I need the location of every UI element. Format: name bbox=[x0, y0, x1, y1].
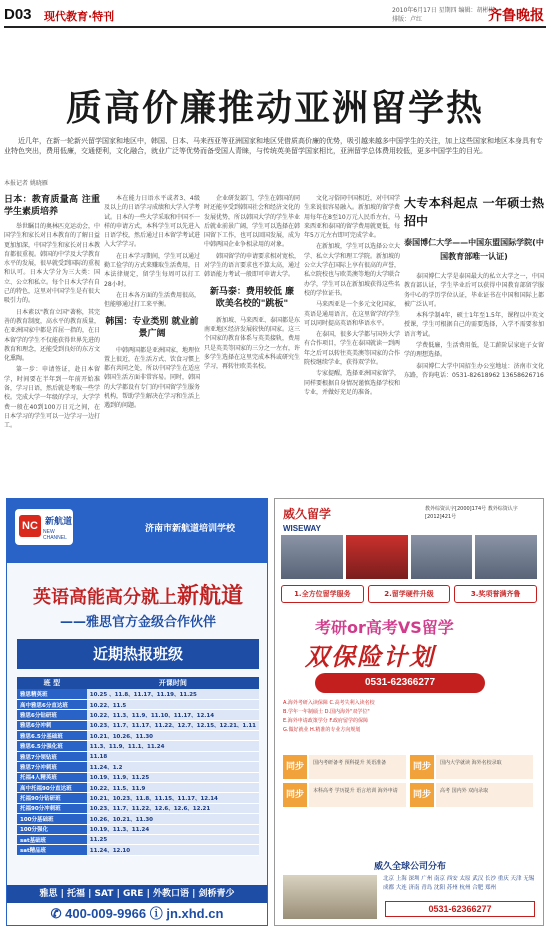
office-photo bbox=[281, 535, 343, 579]
paragraph: 学费低廉，生活费用低，是工薪阶层家庭子女留学的理想选择。 bbox=[404, 342, 544, 359]
plan-title: 双保险计划 bbox=[305, 643, 435, 671]
issue-meta: 2010年6月17日 星期四 编辑：胡彬彬 排版：卢红 bbox=[392, 7, 495, 23]
hotline: 0531-62366277 bbox=[315, 673, 485, 693]
class-dates: 11.24、1.2 bbox=[87, 762, 259, 772]
grid-row bbox=[283, 783, 537, 807]
paragraph: 泰国博仁大学是泰国最大的私立大学之一，中国教育部认证，学生毕业后可以获得中国教育部留学服务中心的学历学位认证，毕业证书在中国和国际上都被广泛认可。 bbox=[404, 273, 544, 308]
table-row bbox=[17, 803, 259, 813]
branch-title: 威久全球公司分布 bbox=[373, 862, 446, 872]
class-dates: 10.26、10.21、11.30 bbox=[87, 814, 259, 824]
class-dates: 11.25 bbox=[87, 834, 259, 844]
paragraph: 企业研发部门，学生在韩国的同时还能享受到韩国社会和经济文化的发展优势，所以韩国大学的学生毕业后就业前景广阔，学生可以选择在韩国留下工作，也可以回国发展，成为中韩两国企业争相录用的对象。 bbox=[204, 195, 301, 249]
class-name: 100分强化 bbox=[17, 824, 87, 834]
web-icon: ⓘ bbox=[149, 906, 167, 921]
paragraph: 中韩两国都是亚洲国家，地理位置上很近，在生活方式、饮食习惯上都有共同之处，所以中国学生在适应韩国生活方面非常容易。同时，韩国的大学都设有专门的中国留学生服务机构，帮助学生解决在学习和生活上遇到的问题。 bbox=[104, 346, 201, 410]
class-schedule-table bbox=[17, 677, 259, 856]
paragraph: 在日本各方面的生活费用很高，但能够通过打工来平衡。 bbox=[104, 291, 201, 309]
paragraph: 文化习俗同中国相近，对中国学生来说很容易融入。新加坡的留学费用每年在8至10万元人民币左右，马来西亚和泰国的留学费用就更低，每年5万元左右即可完成学业。 bbox=[304, 195, 401, 240]
brand-name-en: NEW CHANNEL bbox=[43, 529, 67, 541]
service-steps bbox=[281, 585, 537, 603]
subject-list: 雅思 | 托福 | SAT | GRE | 外教口语 | 剑桥青少 bbox=[7, 885, 267, 903]
class-dates: 10.22、11.5、11.9 bbox=[87, 783, 259, 793]
list-item: B.学年一年制硕士 D.国内海外"双学位" bbox=[283, 709, 370, 715]
table-row bbox=[17, 762, 259, 772]
table-row bbox=[17, 783, 259, 793]
slogan-text: 英语高能高分就上 bbox=[32, 587, 177, 608]
phone-icon: ✆ bbox=[50, 906, 66, 921]
class-name: 托福4人精英班 bbox=[17, 772, 87, 782]
step-3: 3.奖项誉满齐鲁 bbox=[454, 585, 537, 603]
table-header-row bbox=[17, 677, 259, 689]
paragraph: 在新加坡，学生可以选择公立大学、私立大学和理工学院。新加坡的公立大学在国际上享有很高的声誉，私立院校也与欧美澳等地的大学联合办学，学生可以在新加坡获得这些名校的学位证书。 bbox=[304, 243, 401, 297]
table-row bbox=[17, 845, 259, 855]
sync-tag: 同步 bbox=[283, 783, 307, 807]
sync-tag: 同步 bbox=[283, 755, 307, 779]
paragraph: 本科学制4年，硕士1年至1.5年，课程以中英文授课，学生可根据自己的需要选择，入学不需要参加语言考试。 bbox=[404, 312, 544, 338]
paragraph: 在日本学习期间，学生可以通过勤工俭学的方式来赚取生活费用，日本法律规定，留学生每周可以打工28小时。 bbox=[104, 252, 201, 288]
office-photo bbox=[411, 535, 473, 579]
advert-new-channel bbox=[6, 498, 268, 926]
table-row bbox=[17, 720, 259, 730]
paragraph: 马来西亚是一个多元文化国家，英语是通用语言，在这里留学的学生可以同时提高英语和华语水平。 bbox=[304, 301, 401, 327]
paragraph: 举世瞩目的奥林匹克运动会，中国学生和家长对日本教育的了解日益更加加深，中国学生和家长对日本教育都很重视。韩国的中学及大学教育水平的发展，很早就受到国际的重视和认可。日本大学分为三大类：国立、公立和私立。每个日本大学有自己的特色，这里对中国学生是有很大吸引力的。 bbox=[4, 223, 101, 305]
class-dates: 11.3、11.9、11.1、11.24 bbox=[87, 741, 259, 751]
table-row bbox=[17, 689, 259, 699]
grid-row bbox=[283, 755, 537, 779]
paragraph: 专家提醒，选择亚洲国家留学，同样要根据自身情况谨慎选择学校和专业，并做好充足的准备。 bbox=[304, 370, 401, 396]
brand-name-en: WISEWAY bbox=[283, 524, 321, 533]
class-dates: 10.25 、11.8、11.17、11.19、11.25 bbox=[87, 689, 259, 699]
table-row bbox=[17, 741, 259, 751]
table-row bbox=[17, 751, 259, 761]
slogan-partner: ——雅思官方金级合作伙伴 bbox=[59, 615, 216, 630]
masthead bbox=[4, 4, 546, 28]
list-item: A.海外考研入读保障 C.高考失利入读名校 bbox=[283, 700, 375, 706]
grid-box: 国内大学就读 海外名校录取 bbox=[436, 755, 533, 779]
license-info: 教外综资认字[2000]174号 教外综资认字[2012]421号 bbox=[425, 506, 518, 520]
class-dates: 10.22、11.5 bbox=[87, 699, 259, 709]
school-name: 济南市新航道培训学校 bbox=[145, 524, 236, 534]
sync-tag: 同步 bbox=[410, 755, 434, 779]
brand-name: 新航道 bbox=[45, 517, 73, 527]
paragraph: 本在能力日语水平或者3、4级及以上的日语学习成绩和大学入学考试。日本的一些大学采取和中国不一样的申请方式，本科学生可以先进入日语学校，然后通过日本留学考试进入大学学习。 bbox=[104, 195, 201, 249]
photo-strip bbox=[281, 535, 537, 579]
table-row bbox=[17, 824, 259, 834]
section-heading-japan: 日本：教育质量高 注重学生素质培养 bbox=[4, 195, 100, 217]
advert-wiseway bbox=[274, 498, 544, 926]
class-dates: 10.21、10.23、11.8、11.15、11.17、12.14 bbox=[87, 793, 259, 803]
class-name: 高中托福90分直达班 bbox=[17, 783, 87, 793]
class-dates: 11.24、12.10 bbox=[87, 845, 259, 855]
brand-name: 威久留学 bbox=[283, 507, 332, 521]
paragraph: 第一步：申请签证，赴日本留学，时间要在半年到一年前开始准备，学习日语，然后就是考取一些学校。完成大学一年级的学习，大学学费一般在40到100万日元之间，在日本学习的学生可以一边学习一边打工。 bbox=[4, 366, 101, 430]
sync-grid bbox=[283, 755, 537, 811]
article-column-3 bbox=[204, 194, 300, 373]
contact-phone bbox=[7, 903, 267, 925]
step-1: 1.全方位留学服务 bbox=[281, 585, 364, 603]
article-column-1 bbox=[4, 194, 100, 433]
table-row bbox=[17, 814, 259, 824]
class-name: 100分基础班 bbox=[17, 814, 87, 824]
office-photo bbox=[346, 535, 408, 579]
list-item: G.做好就业 H.精准的专业方向规划 bbox=[283, 727, 361, 733]
class-name: 雅思7分领钻班 bbox=[17, 751, 87, 761]
sync-tag: 同步 bbox=[410, 783, 434, 807]
campus-photo bbox=[283, 875, 377, 919]
class-name: 雅思6分钻研班 bbox=[17, 710, 87, 720]
class-dates: 10.23、11.7、11.22、12.6、12.6、12.21 bbox=[87, 803, 259, 813]
slogan bbox=[17, 579, 259, 610]
column-header-date: 开课时间 bbox=[87, 677, 259, 689]
class-dates: 10.22、11.3、11.9、11.10、11.17、12.14 bbox=[87, 710, 259, 720]
byline: 本报记者 姚晓雁 bbox=[4, 180, 48, 187]
vs-slogan: 考研or高考VS留学 bbox=[315, 618, 454, 637]
new-channel-logo bbox=[15, 509, 73, 545]
table-row bbox=[17, 772, 259, 782]
step-2: 2.留学硬件升级 bbox=[368, 585, 451, 603]
paragraph: 新加坡、马来西亚、泰国都是东南亚地区经济发展较快的国家。这三个国家的教育体系与英美接轨，费用只是英美等国家的三分之一左右，许多学生选择在这里完成本科或研究生学习，再转往欧美名校。 bbox=[204, 316, 301, 371]
section-heading-korea: 韩国：专业类别 就业前景广阔 bbox=[105, 316, 199, 339]
section-title: 现代教育·特刊 bbox=[44, 10, 115, 23]
class-name: 高中雅思6分直达班 bbox=[17, 699, 87, 709]
class-name: 托福90分冲刺班 bbox=[17, 803, 87, 813]
website: jn.xhd.cn bbox=[166, 906, 224, 921]
class-name: sat精品班 bbox=[17, 845, 87, 855]
contact-phone: 0531-62366277 bbox=[385, 901, 535, 917]
article-column-2 bbox=[104, 194, 200, 413]
page-number: D03 bbox=[4, 6, 32, 23]
logo-mark: NC bbox=[19, 515, 41, 537]
grid-box: 本科高考 学历提升 语言培训 海外申请 bbox=[309, 783, 406, 807]
section-heading-sea: 新马泰：费用较低 廉 欧美名校的"跳板" bbox=[209, 286, 295, 309]
lead-paragraph: 近几年，在新一轮新兴留学国家和地区中，韩国、日本、马来西亚等亚洲国家和地区凭借质高价廉的优势，吸引越来越多中国学生的关注，加上这些国家和地区本身具有专业特色突出，费用低廉，交通便利，文化融合，就业广泛等优势而备受国人青睐，与传统英美留学国家相比，亚洲留学总体费用较低，更多中国学生的目光。 bbox=[4, 137, 543, 155]
hot-classes-banner: 近期热报班级 bbox=[17, 639, 259, 669]
grid-box: 高考 国内外 双向录取 bbox=[436, 783, 533, 807]
class-dates: 10.21、10.26、11.30 bbox=[87, 731, 259, 741]
branch-cities: 北京 上海 深圳 广州 南京 西安 太原 武汉 长沙 重庆 天津 无锡 成都 大连 济南 青岛 沈阳 苏州 杭州 合肥 郑州 bbox=[383, 876, 535, 891]
plan-options bbox=[283, 699, 537, 735]
office-photo bbox=[475, 535, 537, 579]
table-row bbox=[17, 699, 259, 709]
table-row bbox=[17, 834, 259, 844]
contact-info: 泰国博仁大学中国招生办公室地址：济南市文化东路，咨询电话：0531-82618962 13658626716 bbox=[404, 362, 544, 379]
class-name: 托福90分钻研班 bbox=[17, 793, 87, 803]
column-header-class: 班 型 bbox=[17, 677, 87, 689]
paragraph: 在泰国，很多大学都与国外大学有合作项目，学生在泰国就读一到两年之后可以转往英美澳等国家的合作院校继续学业，获得双学位。 bbox=[304, 331, 401, 367]
class-dates: 10.23、11.7、11.17、11.22、12.7、12.15、12.21、1.11 bbox=[87, 720, 259, 730]
slogan-highlight: 新航道 bbox=[176, 584, 243, 609]
table-row bbox=[17, 710, 259, 720]
wiseway-logo bbox=[283, 505, 331, 533]
table-row bbox=[17, 731, 259, 741]
class-name: 雅思精英班 bbox=[17, 689, 87, 699]
class-name: sat基础班 bbox=[17, 834, 87, 844]
class-name: 雅思6.5分基础班 bbox=[17, 731, 87, 741]
paragraph: 日本素以"教育立国"著称，其完善的教育制度，高水平的教育质量，在亚洲国家中都是首屈一指的，在日本留学的学生不仅能获得世界先进的教育和理念，还能受到良好的东方文化熏陶。 bbox=[4, 308, 101, 363]
class-dates: 11.18 bbox=[87, 751, 259, 761]
sidebar-subtitle: 泰国博仁大学——中国东盟国际学院(中国教育部唯一认证) bbox=[404, 238, 544, 261]
article-column-4 bbox=[304, 194, 400, 399]
newspaper-logo: 齐鲁晚报 bbox=[488, 8, 544, 24]
list-item: E.海外申请政策学分 F.政府留学的保障 bbox=[283, 718, 369, 724]
phone-number: 400-009-9966 bbox=[65, 906, 147, 921]
sidebar-title: 大专本科起点 一年硕士热招中 bbox=[404, 196, 544, 228]
grid-box: 国内考研备考 预科提升 英语准备 bbox=[309, 755, 406, 779]
paragraph: 韩国留学的申请要求相对宽松，对学生的语言要求也不算太高，通过韩语能力考试一般即可申请大学。 bbox=[204, 252, 301, 279]
class-name: 雅思7分冲刺班 bbox=[17, 762, 87, 772]
class-name: 雅思6.5分强化班 bbox=[17, 741, 87, 751]
class-dates: 10.19、11.3、11.24 bbox=[87, 824, 259, 834]
headline: 质高价廉推动亚洲留学热 bbox=[65, 87, 484, 129]
table-row bbox=[17, 793, 259, 803]
class-name: 雅思6分冲刺 bbox=[17, 720, 87, 730]
sidebar-advert-thailand bbox=[404, 194, 544, 382]
class-dates: 10.19、11.9、11.25 bbox=[87, 772, 259, 782]
